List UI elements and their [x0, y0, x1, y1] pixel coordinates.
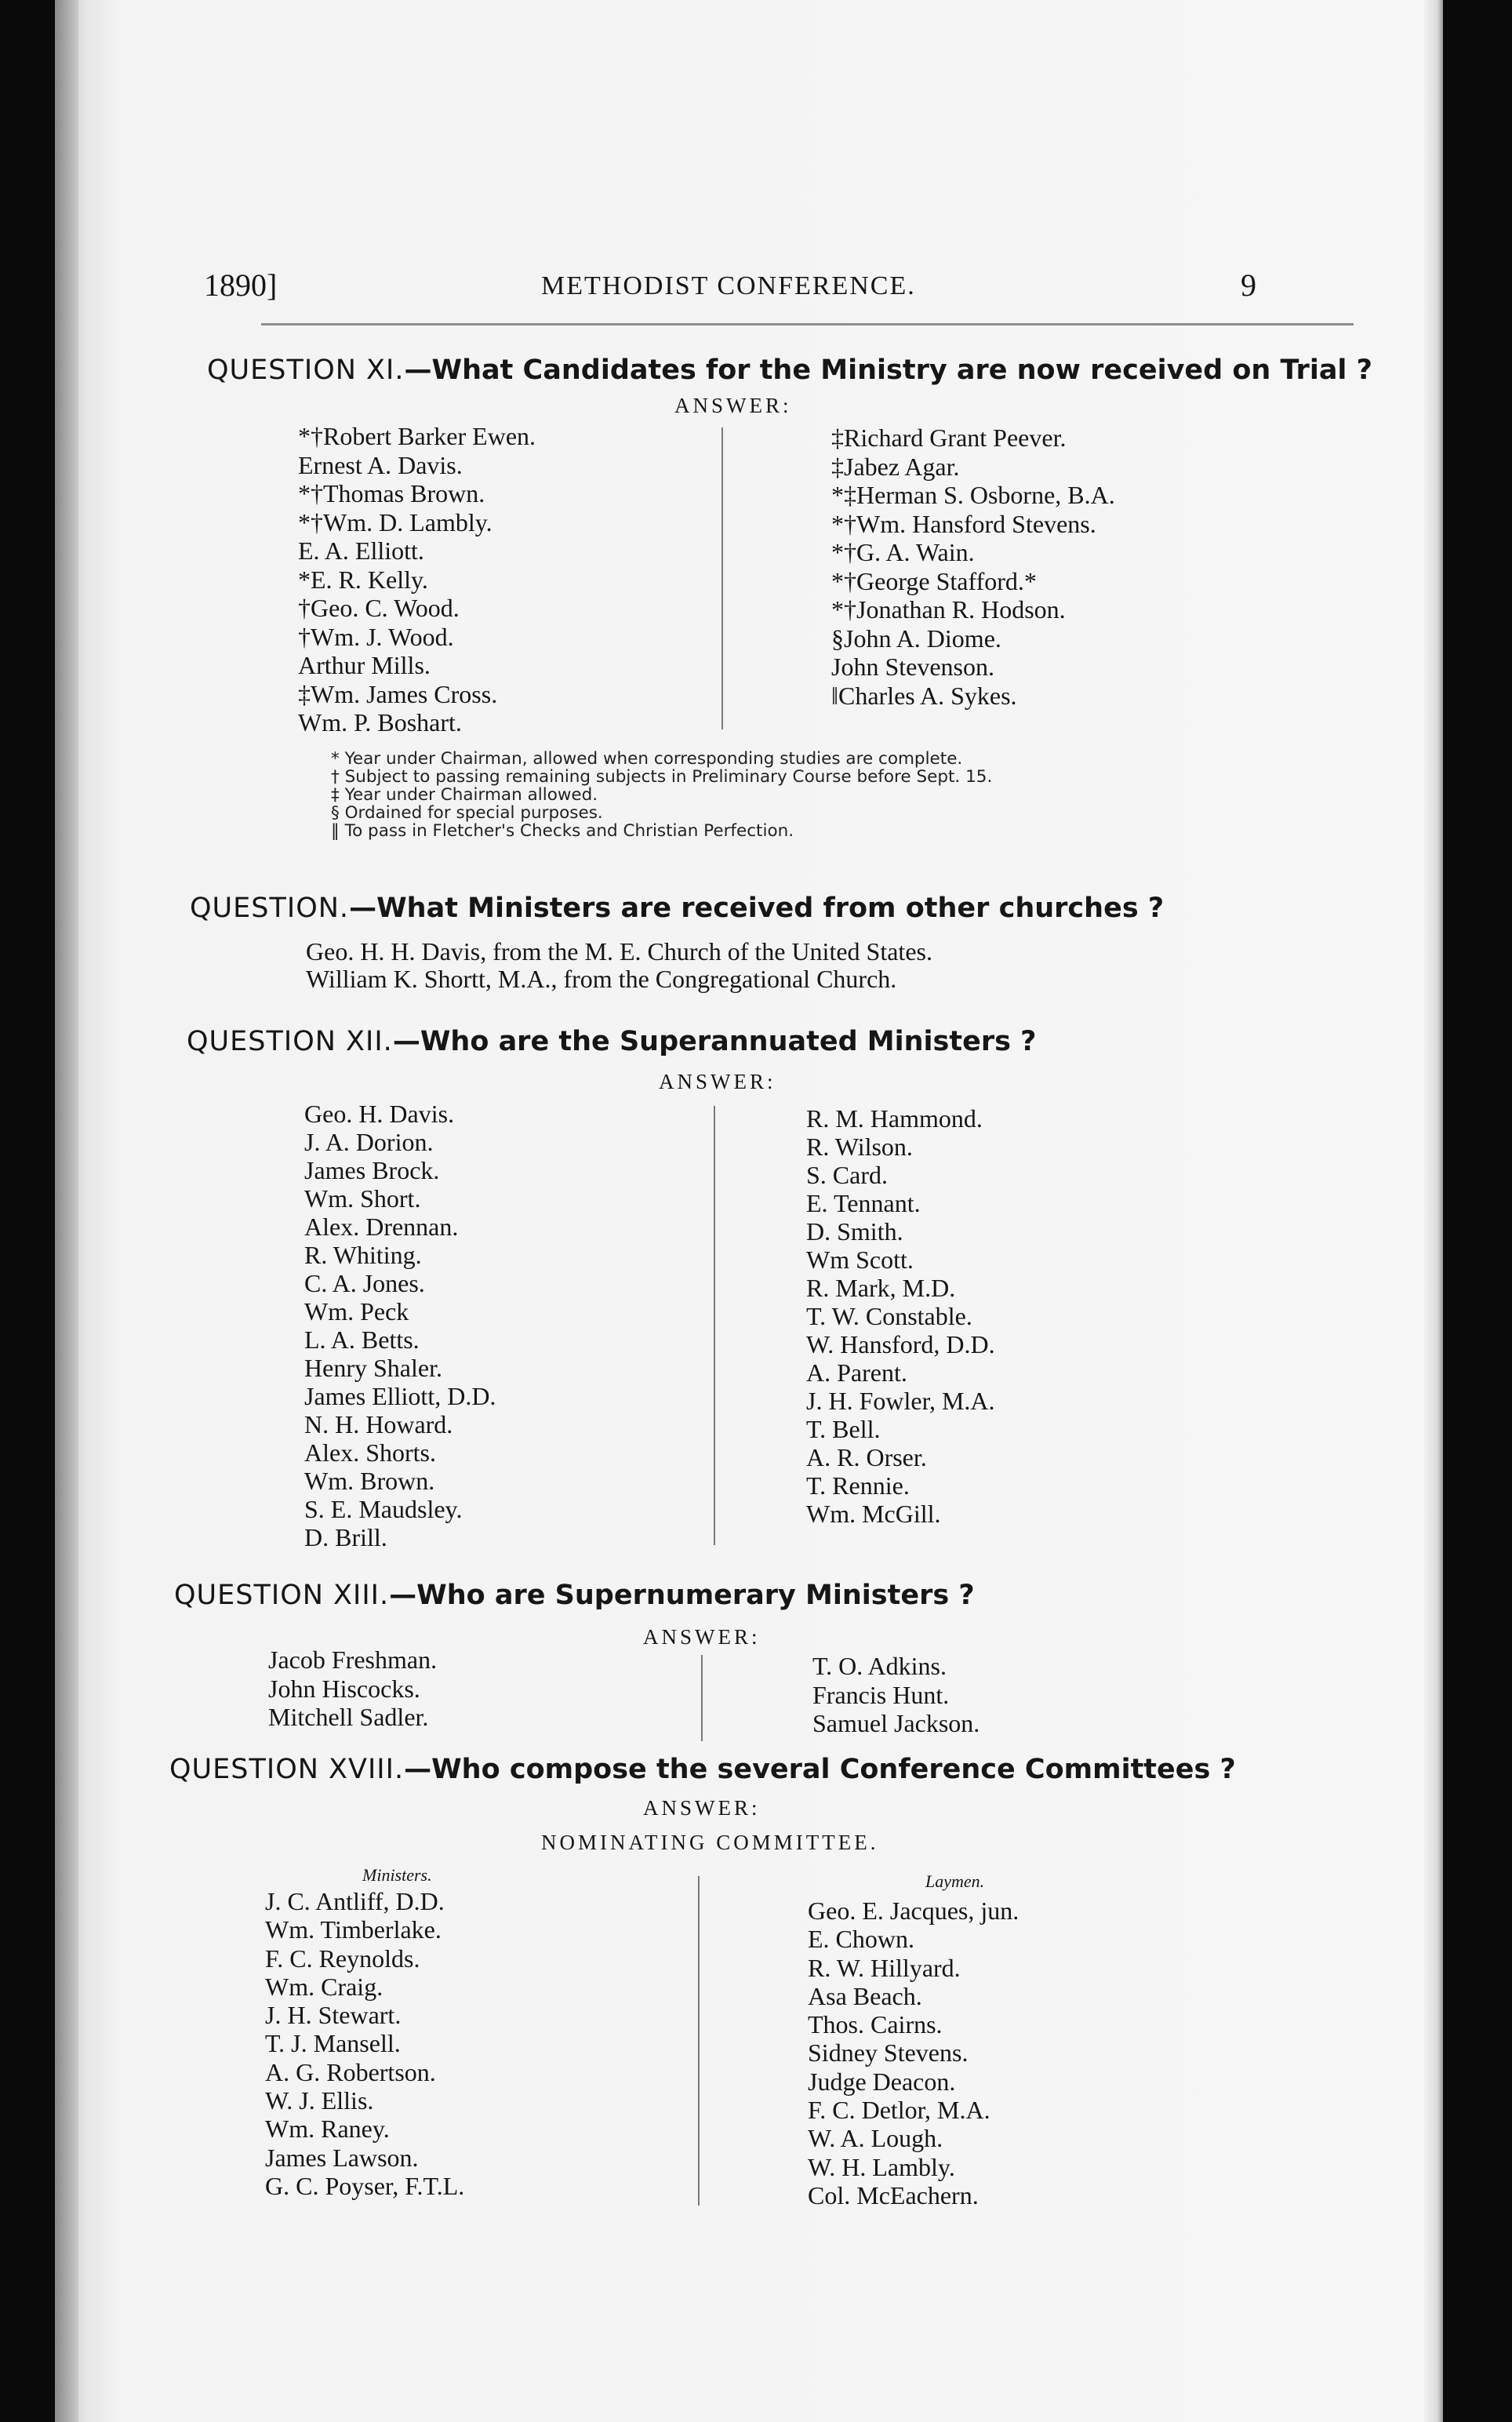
q-other-text: —What Ministers are received from other churches ?	[349, 893, 1165, 924]
footnote: * Year under Chairman, allowed when corresponding studies are complete.	[331, 749, 963, 769]
q13-heading	[174, 1580, 975, 1611]
candidate-name: *†Robert Barker Ewen.	[298, 422, 536, 450]
q18-answer-label: ANSWER:	[643, 1796, 761, 1820]
committee-minister: A. G. Robertson.	[265, 2057, 436, 2086]
q11-heading	[207, 355, 1372, 386]
q12-divider	[714, 1106, 715, 1545]
q18-right-list	[808, 1897, 1019, 2209]
superannuated-minister: Wm. Short.	[304, 1184, 421, 1213]
q18-laymen-heading: Laymen.	[925, 1871, 985, 1891]
superannuated-minister: J. H. Fowler, M.A.	[806, 1387, 995, 1415]
footnote: § Ordained for special purposes.	[331, 803, 603, 823]
superannuated-minister: E. Tennant.	[806, 1189, 921, 1217]
q11-label: QUESTION XI.	[207, 355, 405, 386]
committee-layman: F. C. Detlor, M.A.	[808, 2096, 990, 2125]
q18-text: —Who compose the several Conference Committees ?	[404, 1754, 1236, 1785]
superannuated-minister: James Elliott, D.D.	[304, 1382, 496, 1410]
q18-label: QUESTION XVIII.	[169, 1754, 405, 1785]
committee-layman: Geo. E. Jacques, jun.	[808, 1897, 1020, 1925]
q12-answer-label: ANSWER:	[659, 1070, 776, 1093]
q18-divider	[698, 1876, 700, 2206]
supernumerary-minister: Jacob Freshman.	[268, 1646, 438, 1674]
committee-layman: R. W. Hillyard.	[808, 1953, 961, 1982]
q13-divider	[701, 1655, 703, 1741]
header-title: METHODIST CONFERENCE.	[541, 271, 916, 300]
header-year: 1890]	[204, 267, 278, 303]
superannuated-minister: R. Whiting.	[304, 1241, 422, 1269]
q13-label: QUESTION XIII.	[174, 1580, 390, 1611]
q11-answer-label: ANSWER:	[674, 394, 792, 417]
candidate-name: ‡Wm. James Cross.	[298, 679, 498, 708]
q11-footnotes	[331, 750, 992, 840]
candidate-name: §John A. Diome.	[831, 624, 1001, 653]
committee-minister: Wm. Timberlake.	[265, 1915, 442, 1944]
candidate-name: E. A. Elliott.	[298, 536, 424, 565]
candidate-name: *†Wm. D. Lambly.	[298, 507, 492, 536]
q12-heading	[187, 1026, 1036, 1057]
candidate-name: †Wm. J. Wood.	[298, 622, 454, 651]
supernumerary-minister: John Hiscocks.	[268, 1674, 420, 1703]
committee-layman: Sidney Stevens.	[808, 2038, 969, 2067]
superannuated-minister: C. A. Jones.	[304, 1269, 425, 1297]
candidate-name: ‖Charles A. Sykes.	[831, 681, 1017, 710]
candidate-name: ‡Richard Grant Peever.	[831, 424, 1067, 452]
q18-left-list	[265, 1887, 464, 2200]
committee-layman: W. A. Lough.	[808, 2124, 943, 2153]
candidate-name: Arthur Mills.	[298, 651, 431, 679]
superannuated-minister: D. Smith.	[806, 1217, 903, 1246]
q13-right-list	[812, 1652, 980, 1738]
footnote: ‡ Year under Chairman allowed.	[331, 785, 598, 805]
q13-left-list	[268, 1646, 437, 1732]
footnote: † Subject to passing remaining subjects in Preliminary Course before Sept. 15.	[331, 767, 993, 787]
superannuated-minister: Wm. Peck	[304, 1297, 409, 1326]
q18-ministers-heading: Ministers.	[362, 1865, 432, 1885]
candidate-name: *†Wm. Hansford Stevens.	[831, 509, 1096, 538]
candidate-name: *‡Herman S. Osborne, B.A.	[831, 481, 1115, 509]
superannuated-minister: Geo. H. Davis.	[304, 1100, 455, 1128]
superannuated-minister: R. M. Hammond.	[806, 1104, 983, 1133]
footnote: ‖ To pass in Fletcher's Checks and Christian Perfection.	[331, 821, 794, 841]
committee-layman: Thos. Cairns.	[808, 2010, 943, 2039]
q12-text: —Who are the Superannuated Ministers ?	[392, 1026, 1037, 1057]
committee-minister: W. J. Ellis.	[265, 2086, 374, 2115]
book-page	[55, 0, 1443, 2422]
superannuated-minister: L. A. Betts.	[304, 1326, 420, 1354]
superannuated-minister: Wm. McGill.	[806, 1500, 941, 1528]
committee-minister: F. C. Reynolds.	[265, 1944, 420, 1973]
superannuated-minister: A. R. Orser.	[806, 1443, 927, 1471]
superannuated-minister: Alex. Drennan.	[304, 1213, 459, 1241]
q12-left-list	[304, 1100, 496, 1551]
candidate-name: John Stevenson.	[831, 653, 994, 681]
candidate-name: ‡Jabez Agar.	[831, 452, 960, 481]
q12-right-list	[806, 1104, 995, 1528]
superannuated-minister: R. Wilson.	[806, 1133, 913, 1161]
superannuated-minister: N. H. Howard.	[304, 1410, 453, 1438]
committee-layman: Asa Beach.	[808, 1981, 922, 2010]
q11-divider	[721, 427, 723, 729]
candidate-name: Ernest A. Davis.	[298, 450, 463, 479]
candidate-name: †Geo. C. Wood.	[298, 594, 460, 622]
supernumerary-minister: Francis Hunt.	[812, 1680, 950, 1709]
superannuated-minister: Wm Scott.	[806, 1246, 914, 1274]
committee-layman: E. Chown.	[808, 1925, 914, 1954]
q-other-label: QUESTION.	[190, 893, 350, 924]
supernumerary-minister: Mitchell Sadler.	[268, 1703, 429, 1731]
superannuated-minister: D. Brill.	[304, 1523, 387, 1551]
supernumerary-minister: Samuel Jackson.	[812, 1709, 980, 1737]
received-minister: Geo. H. H. Davis, from the M. E. Church of the United States.	[306, 937, 932, 966]
q13-answer-label: ANSWER:	[643, 1625, 761, 1649]
candidate-name: Wm. P. Boshart.	[298, 708, 462, 736]
superannuated-minister: J. A. Dorion.	[304, 1128, 434, 1156]
received-minister: William K. Shortt, M.A., from the Congregational Church.	[306, 965, 897, 993]
superannuated-minister: T. Rennie.	[806, 1471, 910, 1500]
superannuated-minister: S. Card.	[806, 1161, 888, 1189]
superannuated-minister: James Brock.	[304, 1156, 440, 1184]
superannuated-minister: R. Mark, M.D.	[806, 1274, 956, 1302]
header-rule	[261, 323, 1354, 325]
q18-committee-title: NOMINATING COMMITTEE.	[541, 1831, 879, 1854]
candidate-name: *†Jonathan R. Hodson.	[831, 595, 1066, 624]
superannuated-minister: Henry Shaler.	[304, 1354, 442, 1382]
committee-minister: J. C. Antliff, D.D.	[265, 1887, 445, 1915]
committee-layman: W. H. Lambly.	[808, 2152, 955, 2181]
q11-text: —What Candidates for the Ministry are now received on Trial ?	[404, 355, 1372, 386]
q18-heading	[169, 1754, 1236, 1785]
q12-label: QUESTION XII.	[187, 1026, 393, 1057]
committee-layman: Judge Deacon.	[808, 2067, 956, 2096]
committee-minister: T. J. Mansell.	[265, 2029, 401, 2058]
superannuated-minister: T. Bell.	[806, 1415, 881, 1443]
committee-minister: Wm. Craig.	[265, 1972, 383, 2001]
supernumerary-minister: T. O. Adkins.	[812, 1652, 947, 1680]
superannuated-minister: W. Hansford, D.D.	[806, 1330, 995, 1358]
committee-minister: Wm. Raney.	[265, 2115, 390, 2144]
candidate-name: *†Thomas Brown.	[298, 479, 485, 507]
q-other-heading	[190, 893, 1164, 924]
candidate-name: *†George Stafford.*	[831, 566, 1037, 595]
superannuated-minister: Wm. Brown.	[304, 1467, 435, 1495]
committee-minister: G. C. Poyser, F.T.L.	[265, 2171, 465, 2200]
committee-minister: James Lawson.	[265, 2143, 419, 2172]
committee-minister: J. H. Stewart.	[265, 2001, 402, 2030]
q11-right-list	[831, 424, 1115, 710]
page-number: 9	[1241, 267, 1256, 303]
committee-layman: Col. McEachern.	[808, 2180, 979, 2209]
q11-left-list	[298, 422, 536, 737]
q13-text: —Who are Supernumerary Ministers ?	[389, 1580, 975, 1611]
superannuated-minister: Alex. Shorts.	[304, 1438, 436, 1467]
superannuated-minister: S. E. Maudsley.	[304, 1495, 463, 1523]
superannuated-minister: A. Parent.	[806, 1358, 907, 1387]
candidate-name: *†G. A. Wain.	[831, 538, 975, 566]
q-other-lines	[306, 938, 932, 993]
candidate-name: *E. R. Kelly.	[298, 565, 428, 594]
superannuated-minister: T. W. Constable.	[806, 1302, 972, 1330]
